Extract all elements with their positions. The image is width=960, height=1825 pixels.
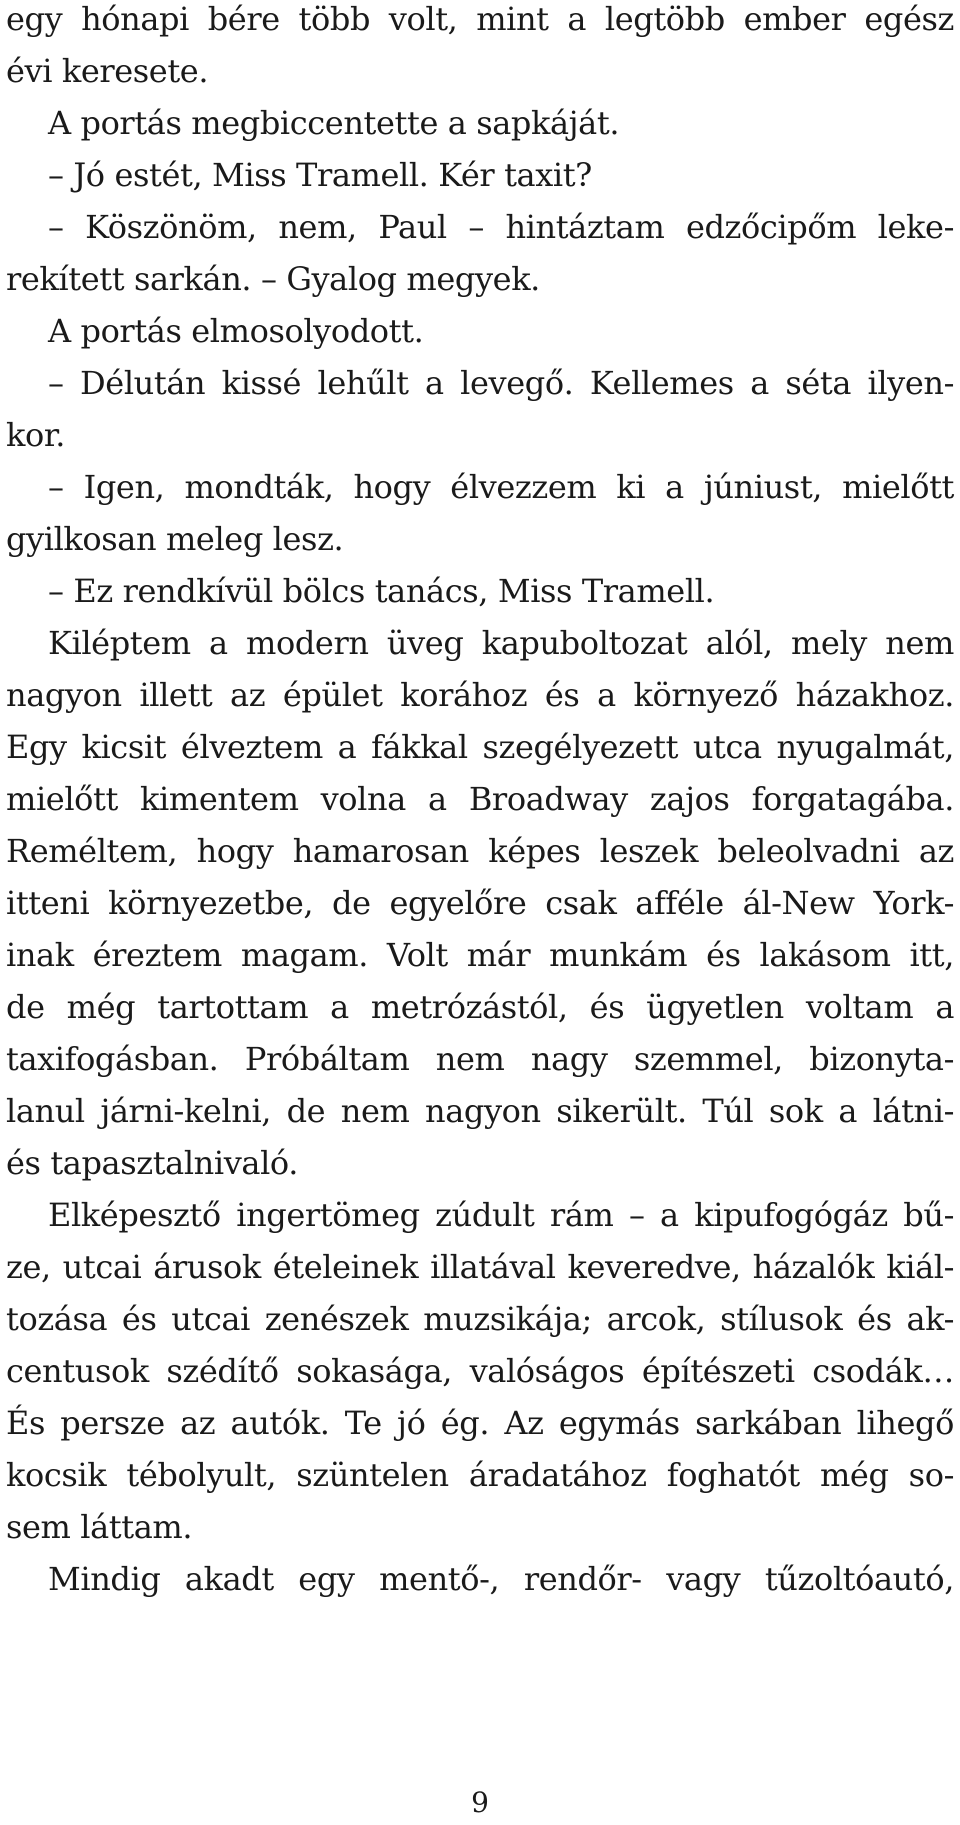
text-line: gyilkosan meleg lesz. [6,520,344,558]
text-line: tozása és utcai zenészek muzsikája; arcok, stílusok és ak- [6,1300,954,1338]
text-line: Egy kicsit élveztem a fákkal szegélyezett utca nyugalmát, [6,728,954,766]
text-line: és tapasztalnivaló. [6,1144,298,1182]
text-line: A portás elmosolyodott. [48,312,424,350]
text-line: centusok szédítő sokasága, valóságos építészeti csodák… [6,1352,954,1390]
text-line: Kiléptem a modern üveg kapuboltozat alól, mely nem [48,624,954,662]
text-line: ze, utcai árusok ételeinek illatával keveredve, házalók kiál- [6,1248,954,1286]
text-line: Mindig akadt egy mentő-, rendőr- vagy tűzoltóautó, [48,1560,954,1598]
text-line: kor. [6,416,66,454]
text-line: inak éreztem magam. Volt már munkám és lakásom itt, [6,936,954,974]
text-line: mielőtt kimentem volna a Broadway zajos forgatagába. [6,780,954,818]
text-line: egy hónapi bére több volt, mint a legtöbb ember egész [6,0,954,38]
text-line: de még tartottam a metrózástól, és ügyetlen voltam a [6,988,954,1026]
text-line: nagyon illett az épület korához és a környező házakhoz. [6,676,954,714]
text-line: évi keresete. [6,52,209,90]
text-line: – Igen, mondták, hogy élvezzem ki a júniust, mielőtt [48,468,954,506]
text-line: – Köszönöm, nem, Paul – hintáztam edzőcipőm leke- [48,208,954,246]
page-number: 9 [471,1786,489,1819]
text-line: sem láttam. [6,1508,193,1546]
text-line: Elképesztő ingertömeg zúdult rám – a kipufogógáz bű- [48,1196,954,1234]
text-line: Reméltem, hogy hamarosan képes leszek beleolvadni az [6,832,954,870]
text-line: – Ez rendkívül bölcs tanács, Miss Tramell. [48,572,715,610]
text-line: És persze az autók. Te jó ég. Az egymás sarkában lihegő [6,1404,954,1442]
text-line: lanul járni-kelni, de nem nagyon sikerült. Túl sok a látni- [6,1092,954,1130]
text-line: itteni környezetbe, de egyelőre csak afféle ál-New York- [6,884,954,922]
text-line: kocsik tébolyult, szüntelen áradatához foghatót még so- [6,1456,954,1494]
text-line: A portás megbiccentette a sapkáját. [48,104,620,142]
text-line: – Jó estét, Miss Tramell. Kér taxit? [48,156,592,194]
text-line: rekített sarkán. – Gyalog megyek. [6,260,540,298]
text-line: – Délután kissé lehűlt a levegő. Kellemes a séta ilyen- [48,364,954,402]
text-line: taxifogásban. Próbáltam nem nagy szemmel, bizonyta- [6,1040,954,1078]
